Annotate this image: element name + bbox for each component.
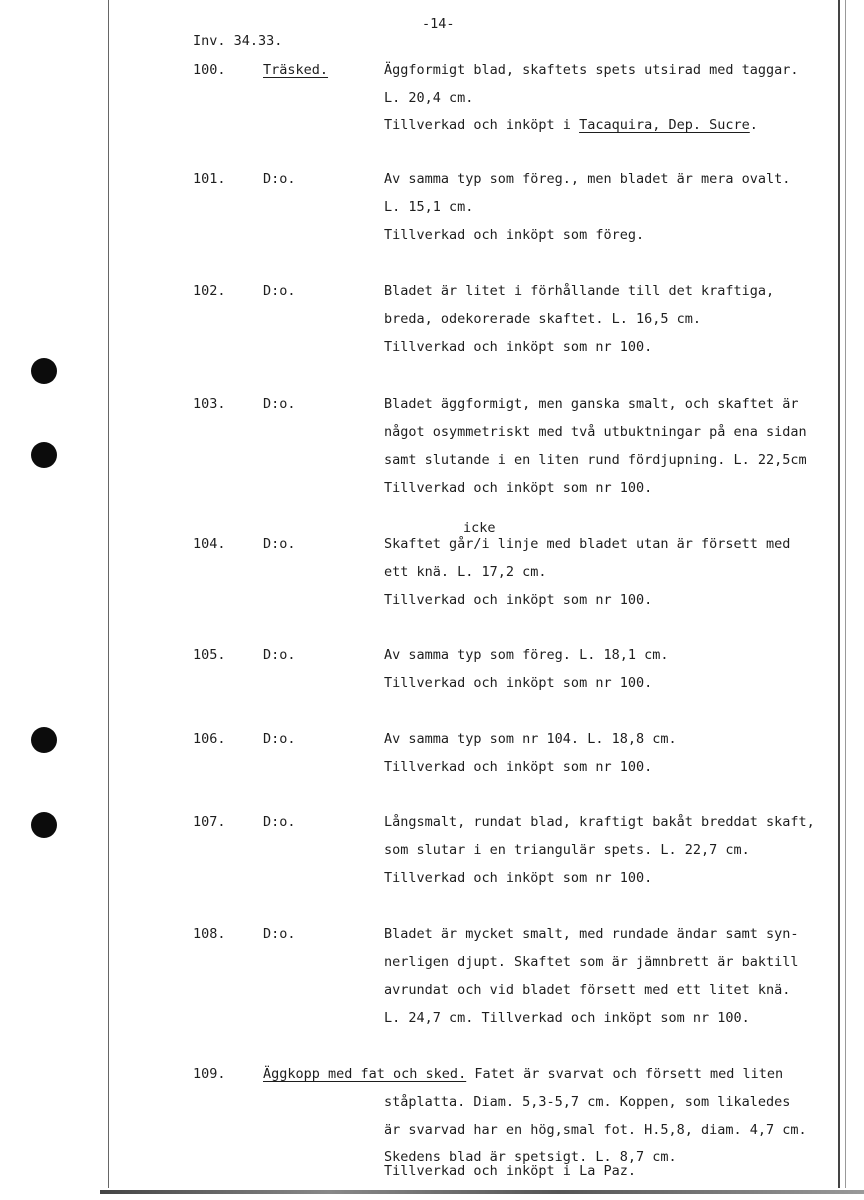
entry-place: Tacaquira, Dep. Sucre — [579, 117, 750, 133]
entry-number: 105. — [193, 647, 226, 663]
entry-line: ståplatta. Diam. 5,3-5,7 cm. Koppen, som likaledes — [384, 1094, 791, 1110]
entry-name: D:o. — [263, 283, 296, 299]
entry-name: D:o. — [263, 396, 296, 412]
entry-line: L. 24,7 cm. Tillverkad och inköpt som nr 100. — [384, 1010, 750, 1026]
entry-line: nerligen djupt. Skaftet som är jämnbrett är baktill — [384, 954, 799, 970]
entry-line-text: Tillverkad och inköpt i — [384, 117, 580, 133]
entry-line: Äggformigt blad, skaftets spets utsirad med taggar. — [384, 62, 799, 78]
entry-line: Bladet är mycket smalt, med rundade ändar samt syn- — [384, 926, 799, 942]
binder-hole — [31, 442, 57, 468]
entry-name: D:o. — [263, 171, 296, 187]
entry-number: 106. — [193, 731, 226, 747]
entry-line: avrundat och vid bladet försett med ett litet knä. — [384, 982, 791, 998]
inventory-number: Inv. 34.33. — [193, 33, 283, 49]
entry-name: D:o. — [263, 814, 296, 830]
entry-number: 109. — [193, 1066, 226, 1082]
entry-number: 104. — [193, 536, 226, 552]
entry-line: Skaftet går/i linje med bladet utan är försett med — [384, 536, 791, 552]
entry-number: 103. — [193, 396, 226, 412]
entry-name: D:o. — [263, 926, 296, 942]
entry-line: Av samma typ som föreg. L. 18,1 cm. — [384, 647, 669, 663]
entry-line — [384, 117, 758, 133]
binder-hole — [31, 727, 57, 753]
entry-number: 108. — [193, 926, 226, 942]
entry-name: Äggkopp med fat och sked. — [263, 1066, 467, 1082]
entry-line: Tillverkad och inköpt som nr 100. — [384, 870, 653, 886]
entry-line: Tillverkad och inköpt som nr 100. — [384, 339, 653, 355]
entry-number: 100. — [193, 62, 226, 78]
entry-line: ett knä. L. 17,2 cm. — [384, 564, 547, 580]
entry-insertion: icke — [463, 520, 496, 536]
entry-line: Tillverkad och inköpt som nr 100. — [384, 675, 653, 691]
entry-name: Träsked. — [263, 62, 329, 78]
entry-line: breda, odekorerade skaftet. L. 16,5 cm. — [384, 311, 701, 327]
entry-line: Bladet är litet i förhållande till det kraftiga, — [384, 283, 775, 299]
entry-line: Tillverkad och inköpt i La Paz. — [384, 1163, 636, 1179]
entry-line: Av samma typ som nr 104. L. 18,8 cm. — [384, 731, 677, 747]
entry-line: samt slutande i en liten rund fördjupning. L. 22,5cm — [384, 452, 807, 468]
entry-line: Tillverkad och inköpt som föreg. — [384, 227, 645, 243]
entry-line: Långsmalt, rundat blad, kraftigt bakåt breddat skaft, — [384, 814, 815, 830]
entry-number: 107. — [193, 814, 226, 830]
entry-place-suffix: . — [749, 117, 758, 133]
binder-hole — [31, 358, 57, 384]
entry-name: D:o. — [263, 536, 296, 552]
right-page-edge — [838, 0, 840, 1188]
entry-line-text: Fatet är svarvat och försett med liten — [466, 1066, 784, 1082]
entry-line: L. 20,4 cm. — [384, 90, 474, 106]
entry-line: som slutar i en triangulär spets. L. 22,7 cm. — [384, 842, 750, 858]
right-page-edge-shadow — [845, 0, 846, 1188]
left-margin-line — [108, 0, 109, 1188]
entry-number: 101. — [193, 171, 226, 187]
entry-line: Tillverkad och inköpt som nr 100. — [384, 759, 653, 775]
entry-line: Av samma typ som föreg., men bladet är mera ovalt. — [384, 171, 791, 187]
entry-line: L. 15,1 cm. — [384, 199, 474, 215]
entry-line: är svarvad har en hög,smal fot. H.5,8, diam. 4,7 cm. — [384, 1122, 807, 1138]
entry-line: Bladet äggformigt, men ganska smalt, och skaftet är — [384, 396, 799, 412]
entry-name: D:o. — [263, 731, 296, 747]
entry-number: 102. — [193, 283, 226, 299]
entry-line: något osymmetriskt med två utbuktningar på ena sidan — [384, 424, 807, 440]
entry-line: Skedens blad är spetsigt. L. 8,7 cm. — [384, 1149, 677, 1165]
entry-line: Tillverkad och inköpt som nr 100. — [384, 480, 653, 496]
entry-line: Tillverkad och inköpt som nr 100. — [384, 592, 653, 608]
bottom-page-edge — [100, 1190, 864, 1194]
binder-hole — [31, 812, 57, 838]
entry-line — [263, 1066, 783, 1082]
page-number: -14- — [422, 16, 455, 32]
entry-name: D:o. — [263, 647, 296, 663]
